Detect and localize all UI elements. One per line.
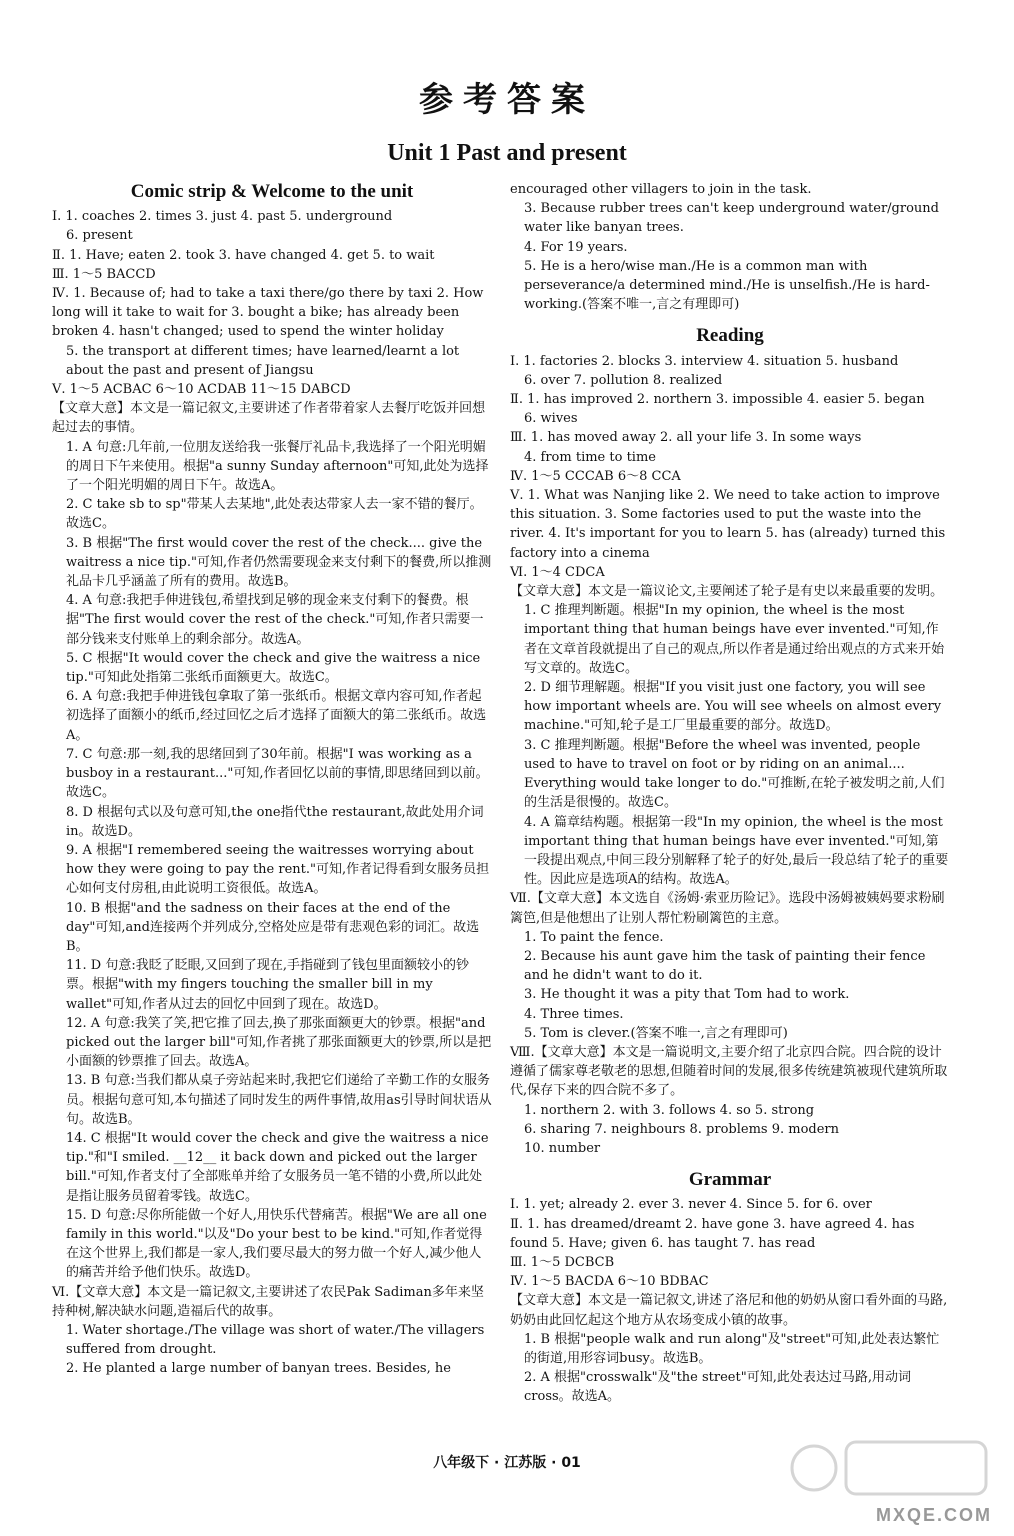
answer-line: 13. B 句意:当我们都从桌子旁站起来时,我把它们递给了辛勤工作的女服务员。根据句意可知,本句描述了同时发生的两件事情,故用as引导时间状语从句。故选B。 xyxy=(66,1073,492,1127)
reading-line: 1. To paint the fence. xyxy=(524,929,664,945)
reading-line: 10. number xyxy=(524,1140,601,1156)
reading-line: 6. wives xyxy=(524,411,578,427)
reading-line: 1. northern 2. with 3. follows 4. so 5. strong xyxy=(524,1102,815,1118)
grammar-line: Ⅰ. 1. yet; already 2. ever 3. never 4. Since 5. for 6. over xyxy=(510,1197,872,1213)
answer-line: 5. the transport at different times; have learned/learnt a lot about the past and present of Jiangsu xyxy=(66,343,460,378)
answer-line: 14. C 根据"It would cover the check and give the waitress a nice tip."和"I smiled. __12__ it back down and picked out the larger bill."可知,作者支付了全部账单并给了女服务员一笔不错的小费,所以此处是指让服务员留着零钱。故选C。 xyxy=(66,1130,489,1204)
grammar-line: Ⅳ. 1～5 BACDA 6～10 BDBAC xyxy=(510,1274,709,1290)
reading-line: 4. from time to time xyxy=(524,449,656,465)
answer-line: 2. C take sb to sp"带某人去某地",此处表达带家人去一家不错的餐厅。故选C。 xyxy=(66,497,483,532)
answer-line: 【文章大意】本文是一篇记叙文,主要讲述了作者带着家人去餐厅吃饭并回想起过去的事情。 xyxy=(52,401,486,436)
section-heading-grammar: Grammar xyxy=(688,1169,772,1191)
reading-line: 6. over 7. pollution 8. realized xyxy=(524,372,723,388)
answer-line: Ⅵ.【文章大意】本文是一篇记叙文,主要讲述了农民Pak Sadiman多年来坚持种树,解决缺水问题,造福后代的故事。 xyxy=(52,1284,484,1319)
reading-line: 6. sharing 7. neighbours 8. problems 9. modern xyxy=(524,1121,840,1137)
answer-line: 3. B 根据"The first would cover the rest of the check.... give the waitress a nice tip."可知,作者仍然需要现金来支付剩下的餐费,所以推测礼品卡几乎涵盖了所有的费用。故选B。 xyxy=(66,535,492,590)
reading-line: 【文章大意】本文是一篇议论文,主要阐述了轮子是有史以来最重要的发明。 xyxy=(510,584,944,600)
answer-line: 5. C 根据"It would cover the check and give the waitress a nice tip."可知此处指第二张纸币面额更大。故选C。 xyxy=(66,650,481,686)
answer-line: 7. C 句意:那一刻,我的思绪回到了30年前。根据"I was working as a busboy in a restaurant..."可知,作者回忆以前的事情,即思绪回到以前。故选C。 xyxy=(66,746,489,801)
section-heading-welcome: Comic strip & Welcome to the unit xyxy=(130,181,414,202)
reading-line: Ⅱ. 1. has improved 2. northern 3. impossible 4. easier 5. began xyxy=(510,392,925,408)
reading-line: Ⅴ. 1. What was Nanjing like 2. We need to take action to improve this situation. 3. Some factories used to put the waste into the river. 4. It's important for you to learn 5. has (already) turned this factory into a cinema xyxy=(510,488,946,561)
answer-line: encouraged other villagers to join in the task. xyxy=(510,182,812,197)
answer-line: Ⅱ. 1. Have; eaten 2. took 3. have changed 4. get 5. to wait xyxy=(52,247,435,263)
answer-line: 1. Water shortage./The village was short of water./The villagers suffered from drought. xyxy=(66,1322,485,1358)
reading-line: Ⅳ. 1～5 CCCAB 6～8 CCA xyxy=(510,468,681,484)
reading-line: 5. Tom is clever.(答案不唯一,言之有理即可) xyxy=(524,1025,788,1041)
answer-line: 5. He is a hero/wise man./He is a common man with perseverance/a determined mind./He is unselfish./He is hard-working.(答案不唯一,言之有理即可) xyxy=(524,258,930,313)
answer-line: 3. Because rubber trees can't keep underground water/ground water like banyan trees. xyxy=(524,201,939,236)
answer-line: 12. A 句意:我笑了笑,把它推了回去,换了那张面额更大的钞票。根据"and picked out the larger bill"可知,作者挑了那张面额更大的钞票,所以是把小面额的钞票推了回去。故选A。 xyxy=(66,1015,492,1070)
reading-line: Ⅷ.【文章大意】本文是一篇说明文,主要介绍了北京四合院。四合院的设计遵循了儒家尊老敬老的思想,但随着时间的发展,很多传统建筑被现代建筑所取代,保存下来的四合院不多了。 xyxy=(510,1044,948,1099)
unit-title: Unit 1 Past and present xyxy=(387,140,627,166)
grammar-line: 1. B 根据"people walk and run along"及"street"可知,此处表达繁忙的街道,用形容词busy。故选B。 xyxy=(524,1331,940,1366)
right-column xyxy=(510,180,950,1407)
reading-line: Ⅰ. 1. factories 2. blocks 3. interview 4. situation 5. husband xyxy=(510,353,899,369)
answer-line: 4. A 句意:我把手伸进钱包,希望找到足够的现金来支付剩下的餐费。根据"The first would cover the rest of the check."可知,作者只需要一部分钱来支付账单上的剩余部分。故选A。 xyxy=(66,593,484,647)
reading-line: Ⅲ. 1. has moved away 2. all your life 3. In some ways xyxy=(510,430,862,446)
grammar-line: Ⅱ. 1. has dreamed/dreamt 2. have gone 3. have agreed 4. has found 5. Have; given 6. has taught 7. has read xyxy=(510,1216,915,1251)
reading-lines xyxy=(510,352,950,1159)
grammar-line: 2. A 根据"crosswalk"及"the street"可知,此处表达过马路,用动词cross。故选A。 xyxy=(524,1370,911,1405)
section-heading-reading: Reading xyxy=(696,325,764,347)
left-lines xyxy=(52,207,492,1378)
page-title: 参考答案 xyxy=(419,80,595,120)
page-footer: 八年级下 · 江苏版 · 01 xyxy=(433,1455,581,1471)
grammar-lines xyxy=(510,1195,950,1406)
answer-line: Ⅰ. 1. coaches 2. times 3. just 4. past 5. underground xyxy=(52,209,393,225)
watermark-text: MXQE.COM xyxy=(875,1505,992,1525)
reading-line: 1. C 推理判断题。根据"In my opinion, the wheel is the most important thing that human beings have ever invented."可知,作者在文章首段就提出了自己的观点,所以作者是通过给出观点的方式来开始写文章的。故选C。 xyxy=(524,603,945,676)
reading-line: Ⅵ. 1～4 CDCA xyxy=(510,564,605,580)
reading-line: 2. D 细节理解题。根据"If you visit just one factory, you will see how important wheels are. You will see wheels on almost every machine."可知,轮子是工厂里最重要的部分。故选D。 xyxy=(524,680,942,734)
left-column xyxy=(52,180,492,1379)
reading-line: Ⅶ.【文章大意】本文选自《汤姆·索亚历险记》。选段中汤姆被姨妈要求粉刷篱笆,但是他想出了让别人帮忙粉刷篱笆的主意。 xyxy=(510,891,945,926)
answer-line: Ⅳ. 1. Because of; had to take a taxi there/go there by taxi 2. How long will it take to wait for 3. bought a bike; has already been broken 4. hasn't changed; used to spend the winter holiday xyxy=(52,286,484,340)
answer-line: 10. B 根据"and the sadness on their faces at the end of the day"可知,and连接两个并列成分,空格处应是带有悲观色彩的词汇。故选B。 xyxy=(66,900,480,954)
answer-line: 11. D 句意:我眨了眨眼,又回到了现在,手指碰到了钱包里面额较小的钞票。根据"with my fingers touching the smaller bill in my wallet"可知,作者从过去的回忆中回到了现在。故选D。 xyxy=(66,958,470,1012)
reading-line: 2. Because his aunt gave him the task of painting their fence and he didn't want to do it. xyxy=(524,948,926,984)
answer-line: Ⅴ. 1～5 ACBAC 6～10 ACDAB 11～15 DABCD xyxy=(52,382,351,398)
right-top-lines xyxy=(510,180,950,314)
reading-line: 3. He thought it was a pity that Tom had to work. xyxy=(524,987,850,1003)
reading-line: 3. C 推理判断题。根据"Before the wheel was invented, people used to have to travel on foot or by riding on an animal.... Everything would take longer to do."可推断,在轮子被发明之前,人们的生活是很慢的。故选C。 xyxy=(524,737,945,811)
answer-line: 1. A 句意:几年前,一位朋友送给我一张餐厅礼品卡,我选择了一个阳光明媚的周日下午来使用。根据"a sunny Sunday afternoon"可知,此处为选择了一个阳光明媚的周日下午。故选A。 xyxy=(66,439,489,494)
grammar-line: Ⅲ. 1～5 DCBCB xyxy=(510,1254,615,1270)
answer-line: 6. A 句意:我把手伸进钱包拿取了第一张纸币。根据文章内容可知,作者起初选择了面额小的纸币,经过回忆之后才选择了面额大的第二张纸币。故选A。 xyxy=(66,689,487,743)
reading-line: 4. A 篇章结构题。根据第一段"In my opinion, the wheel is the most important thing that human beings have ever invented."可知,第一段提出观点,中间三段分别解释了轮子的好处,最后一段总结了轮子的重要性。因此应是选项A的结构。故选A。 xyxy=(524,814,949,888)
answer-line: 4. For 19 years. xyxy=(524,239,628,255)
answer-line: 15. D 句意:尽你所能做一个好人,用快乐代替痛苦。根据"We are all one family in this world."以及"Do your best to be kind."可知,作者觉得在这个世界上,我们都是一家人,我们要尽最大的努力做一个好人,减少他人的痛苦并给予他们快乐。故选D。 xyxy=(66,1207,487,1281)
answer-line: Ⅲ. 1～5 BACCD xyxy=(52,266,156,282)
answer-line: 6. present xyxy=(66,228,133,244)
answer-line: 9. A 根据"I remembered seeing the waitresses worrying about how they were going to pay the rent."可知,作者记得看到女服务员担心如何支付房租,由此说明工资很低。故选A。 xyxy=(66,842,490,897)
grammar-line: 【文章大意】本文是一篇记叙文,讲述了洛尼和他的奶奶从窗口看外面的马路,奶奶由此回忆起这个地方从农场变成小镇的故事。 xyxy=(510,1293,948,1328)
answer-line: 2. He planted a large number of banyan trees. Besides, he xyxy=(66,1361,451,1377)
answer-line: 8. D 根据句式以及句意可知,the one指代the restaurant,故此处用介词in。故选D。 xyxy=(66,804,484,839)
reading-line: 4. Three times. xyxy=(524,1006,624,1022)
